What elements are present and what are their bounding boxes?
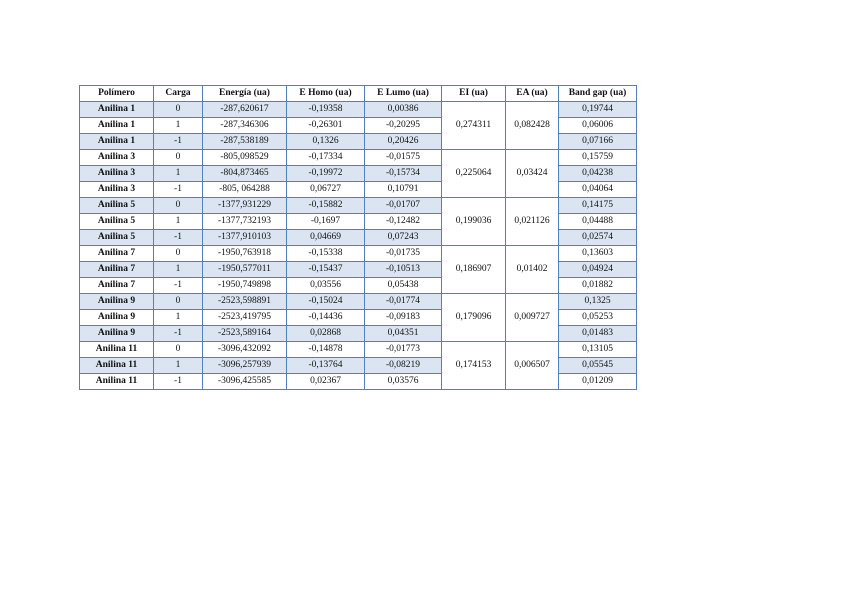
cell-polimero: Anilina 1 (80, 118, 154, 134)
cell-carga: -1 (154, 278, 203, 294)
cell-polimero: Anilina 5 (80, 198, 154, 214)
cell-elumo: -0,01773 (365, 342, 442, 358)
cell-carga: 0 (154, 150, 203, 166)
cell-band-gap: 0,01209 (559, 374, 637, 390)
cell-ei: 0,174153 (442, 342, 506, 390)
cell-elumo: -0,09183 (365, 310, 442, 326)
cell-ehomo: 0,04669 (287, 230, 365, 246)
cell-elumo: -0,01707 (365, 198, 442, 214)
results-table (79, 85, 637, 390)
cell-band-gap: 0,02574 (559, 230, 637, 246)
cell-ehomo: -0,15338 (287, 246, 365, 262)
cell-elumo: -0,01735 (365, 246, 442, 262)
cell-carga: 0 (154, 294, 203, 310)
cell-carga: -1 (154, 374, 203, 390)
cell-carga: 1 (154, 118, 203, 134)
cell-ehomo: -0,19358 (287, 102, 365, 118)
cell-energia: -1377,910103 (203, 230, 287, 246)
cell-energia: -1377,732193 (203, 214, 287, 230)
cell-ehomo: 0,02367 (287, 374, 365, 390)
cell-carga: -1 (154, 230, 203, 246)
cell-band-gap: 0,19744 (559, 102, 637, 118)
cell-ea: 0,01402 (506, 246, 559, 294)
table-row (80, 198, 637, 214)
cell-ehomo: -0,17334 (287, 150, 365, 166)
cell-carga: -1 (154, 134, 203, 150)
cell-carga: 1 (154, 310, 203, 326)
cell-ea: 0,082428 (506, 102, 559, 150)
cell-ehomo: 0,1326 (287, 134, 365, 150)
cell-energia: -3096,432092 (203, 342, 287, 358)
cell-ei: 0,186907 (442, 246, 506, 294)
cell-ea: 0,021126 (506, 198, 559, 246)
cell-ehomo: -0,26301 (287, 118, 365, 134)
cell-ehomo: -0,15882 (287, 198, 365, 214)
cell-polimero: Anilina 7 (80, 246, 154, 262)
cell-energia: -1950,749898 (203, 278, 287, 294)
cell-energia: -2523,589164 (203, 326, 287, 342)
cell-carga: 0 (154, 246, 203, 262)
cell-energia: -1950,577011 (203, 262, 287, 278)
cell-band-gap: 0,01483 (559, 326, 637, 342)
table-body (80, 102, 637, 390)
cell-energia: -2523,598891 (203, 294, 287, 310)
cell-band-gap: 0,06006 (559, 118, 637, 134)
cell-band-gap: 0,07166 (559, 134, 637, 150)
cell-ei: 0,225064 (442, 150, 506, 198)
cell-elumo: 0,03576 (365, 374, 442, 390)
cell-polimero: Anilina 7 (80, 278, 154, 294)
cell-ehomo: -0,14436 (287, 310, 365, 326)
cell-ehomo: -0,19972 (287, 166, 365, 182)
cell-band-gap: 0,05545 (559, 358, 637, 374)
cell-energia: -1377,931229 (203, 198, 287, 214)
header-elumo: E Lumo (ua) (365, 86, 442, 102)
cell-ehomo: 0,03556 (287, 278, 365, 294)
cell-ehomo: -0,13764 (287, 358, 365, 374)
cell-ehomo: 0,06727 (287, 182, 365, 198)
cell-energia: -804,873465 (203, 166, 287, 182)
cell-ea: 0,009727 (506, 294, 559, 342)
cell-energia: -2523,419795 (203, 310, 287, 326)
cell-polimero: Anilina 5 (80, 214, 154, 230)
cell-band-gap: 0,13105 (559, 342, 637, 358)
cell-polimero: Anilina 1 (80, 134, 154, 150)
cell-energia: -3096,257939 (203, 358, 287, 374)
header-polimero: Polímero (80, 86, 154, 102)
cell-ehomo: -0,1697 (287, 214, 365, 230)
cell-carga: 1 (154, 214, 203, 230)
table-row (80, 150, 637, 166)
cell-polimero: Anilina 3 (80, 150, 154, 166)
cell-band-gap: 0,04064 (559, 182, 637, 198)
cell-polimero: Anilina 9 (80, 294, 154, 310)
cell-carga: -1 (154, 326, 203, 342)
cell-energia: -805, 064288 (203, 182, 287, 198)
table-row (80, 246, 637, 262)
cell-ea: 0,006507 (506, 342, 559, 390)
cell-carga: 1 (154, 262, 203, 278)
header-energia: Energía (ua) (203, 86, 287, 102)
cell-carga: -1 (154, 182, 203, 198)
cell-carga: 0 (154, 342, 203, 358)
cell-energia: -1950,763918 (203, 246, 287, 262)
cell-elumo: -0,08219 (365, 358, 442, 374)
cell-carga: 1 (154, 166, 203, 182)
table-row (80, 294, 637, 310)
cell-band-gap: 0,04488 (559, 214, 637, 230)
cell-ehomo: -0,14878 (287, 342, 365, 358)
cell-polimero: Anilina 11 (80, 342, 154, 358)
cell-elumo: -0,01575 (365, 150, 442, 166)
cell-band-gap: 0,1325 (559, 294, 637, 310)
cell-carga: 0 (154, 198, 203, 214)
header-band-gap: Band gap (ua) (559, 86, 637, 102)
cell-energia: -805,098529 (203, 150, 287, 166)
cell-polimero: Anilina 1 (80, 102, 154, 118)
cell-ei: 0,179096 (442, 294, 506, 342)
cell-elumo: 0,04351 (365, 326, 442, 342)
cell-elumo: -0,20295 (365, 118, 442, 134)
cell-polimero: Anilina 11 (80, 374, 154, 390)
cell-polimero: Anilina 5 (80, 230, 154, 246)
cell-polimero: Anilina 3 (80, 166, 154, 182)
cell-energia: -287,346306 (203, 118, 287, 134)
cell-carga: 1 (154, 358, 203, 374)
table-row (80, 342, 637, 358)
table-header (80, 86, 637, 102)
cell-polimero: Anilina 9 (80, 310, 154, 326)
cell-band-gap: 0,04238 (559, 166, 637, 182)
cell-elumo: -0,15734 (365, 166, 442, 182)
cell-elumo: 0,10791 (365, 182, 442, 198)
header-ea: EA (ua) (506, 86, 559, 102)
cell-ehomo: -0,15437 (287, 262, 365, 278)
cell-elumo: -0,10513 (365, 262, 442, 278)
cell-ei: 0,199036 (442, 198, 506, 246)
table-row (80, 102, 637, 118)
cell-ea: 0,03424 (506, 150, 559, 198)
cell-polimero: Anilina 7 (80, 262, 154, 278)
cell-elumo: 0,07243 (365, 230, 442, 246)
cell-elumo: 0,00386 (365, 102, 442, 118)
cell-polimero: Anilina 11 (80, 358, 154, 374)
cell-band-gap: 0,01882 (559, 278, 637, 294)
cell-band-gap: 0,05253 (559, 310, 637, 326)
cell-elumo: -0,12482 (365, 214, 442, 230)
header-row (80, 86, 637, 102)
cell-ehomo: -0,15024 (287, 294, 365, 310)
header-carga: Carga (154, 86, 203, 102)
cell-elumo: 0,20426 (365, 134, 442, 150)
cell-energia: -287,538189 (203, 134, 287, 150)
cell-band-gap: 0,13603 (559, 246, 637, 262)
cell-polimero: Anilina 9 (80, 326, 154, 342)
cell-band-gap: 0,04924 (559, 262, 637, 278)
cell-energia: -3096,425585 (203, 374, 287, 390)
cell-carga: 0 (154, 102, 203, 118)
cell-ei: 0,274311 (442, 102, 506, 150)
cell-ehomo: 0,02868 (287, 326, 365, 342)
cell-band-gap: 0,15759 (559, 150, 637, 166)
cell-polimero: Anilina 3 (80, 182, 154, 198)
cell-elumo: -0,01774 (365, 294, 442, 310)
cell-band-gap: 0,14175 (559, 198, 637, 214)
cell-energia: -287,620617 (203, 102, 287, 118)
cell-elumo: 0,05438 (365, 278, 442, 294)
header-ei: EI (ua) (442, 86, 506, 102)
header-ehomo: E Homo (ua) (287, 86, 365, 102)
